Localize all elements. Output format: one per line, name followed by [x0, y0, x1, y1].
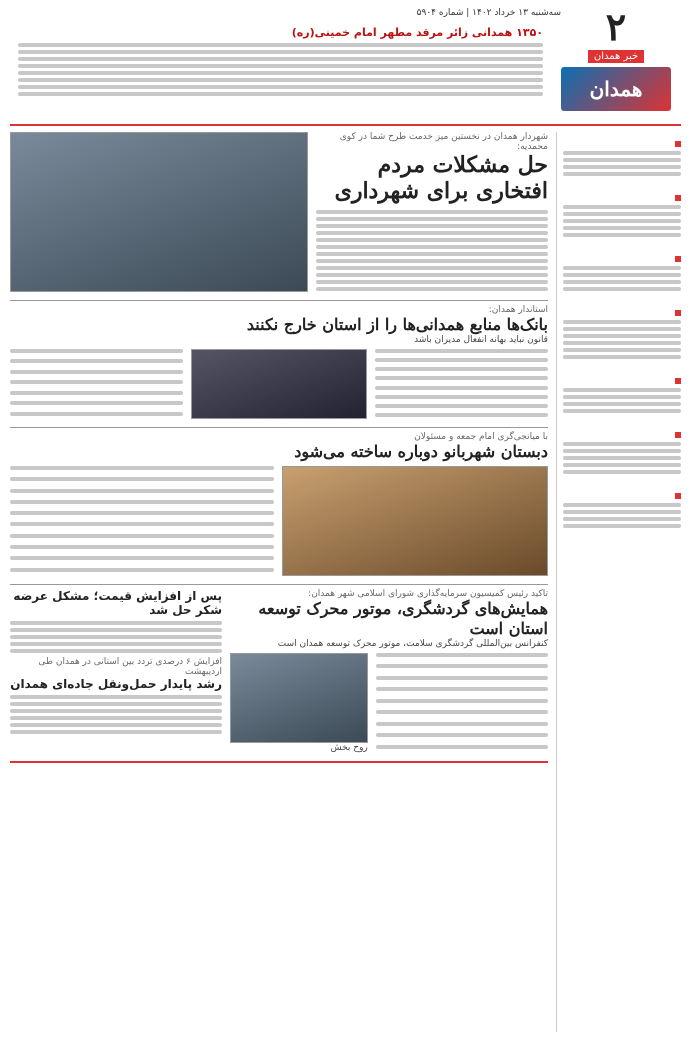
shahrbano-story — [10, 432, 548, 576]
dateline: سه‌شنبه ۱۳ خرداد ۱۴۰۲ | شماره ۵۹۰۴ — [416, 8, 561, 18]
lead-story — [10, 132, 548, 292]
lead-kicker: شهردار همدان در نخستین میز خدمت طرح شما در کوی محمدیه: — [339, 132, 548, 152]
bullet-icon — [675, 378, 681, 384]
shahrbano-kicker: با میانجی‌گری امام جمعه و مسئولان — [414, 432, 548, 442]
bullet-icon — [675, 256, 681, 262]
shahrbano-title: دبستان شهربانو دوباره ساخته می‌شود — [294, 442, 548, 461]
section-label: خبر همدان — [588, 50, 644, 63]
top-story-title: ۱۳۵۰ همدانی زائر مرقد مطهر امام خمینی(ره) — [291, 26, 543, 39]
governor-photo — [191, 349, 366, 419]
tourism-title: همایش‌های گردشگری، موتور محرک توسعه استان است — [258, 599, 548, 638]
tourism-kicker: تاکید رئیس کمیسیون سرمایه‌گذاری شورای اسلامی شهر همدان: — [308, 589, 548, 599]
meeting-photo — [10, 132, 308, 292]
page-header — [10, 6, 681, 126]
masthead — [551, 6, 681, 111]
road-kicker: افزایش ۶ درصدی تردد بین استانی در همدان طی اردیبهشت — [38, 657, 222, 677]
banks-sub: قانون نباید بهانه انفعال مدیران باشد — [414, 335, 548, 345]
bullet-icon — [675, 493, 681, 499]
banks-story — [10, 305, 548, 419]
top-story-body — [18, 43, 543, 96]
main-column — [10, 132, 556, 1032]
portrait-photo — [230, 653, 368, 743]
page-number: ۲ — [605, 4, 627, 49]
school-photo — [282, 466, 548, 576]
tourism-sub: کنفرانس بین‌المللی گردشگری سلامت، موتور محرک توسعه همدان است — [277, 639, 548, 649]
road-title: رشد پایدار حمل‌ونقل جاده‌ای همدان — [10, 677, 222, 691]
news-brief-column — [556, 132, 681, 1032]
lead-title: حل مشکلات مردم افتخاری برای شهرداری — [334, 152, 548, 204]
portrait-caption: روح بخش — [330, 743, 368, 753]
bullet-icon — [675, 195, 681, 201]
banks-kicker: استاندار همدان: — [488, 305, 548, 315]
footer-bar — [10, 761, 548, 763]
bullet-icon — [675, 432, 681, 438]
bullet-icon — [675, 141, 681, 147]
banks-title: بانک‌ها منابع همدانی‌ها را از استان خارج نکنند — [246, 315, 548, 334]
lower-section — [10, 589, 548, 753]
sugar-title: پس از افزایش قیمت؛ مشکل عرضه شکر حل شد — [13, 589, 222, 617]
bullet-icon — [675, 310, 681, 316]
logo: همدان — [561, 67, 671, 111]
top-story — [10, 6, 551, 96]
